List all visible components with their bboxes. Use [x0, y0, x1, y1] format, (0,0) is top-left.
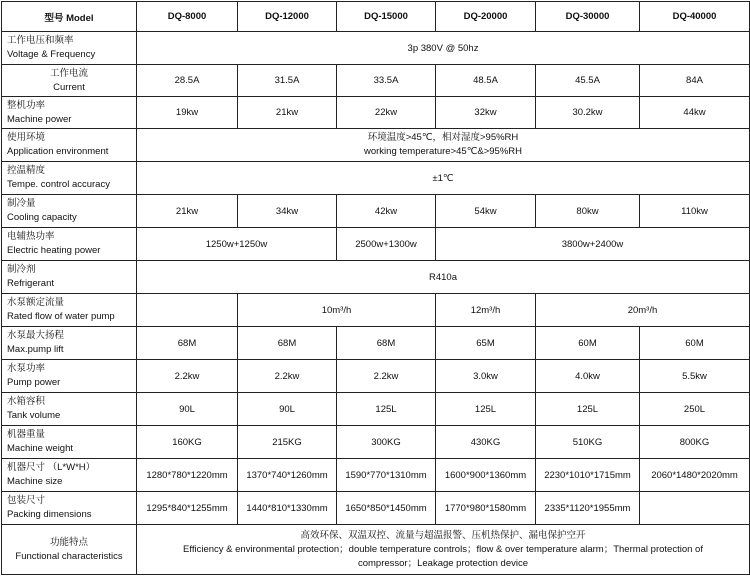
table-cell: 430KG — [436, 426, 536, 459]
table-cell: 1280*780*1220mm — [137, 459, 238, 492]
table-cell: 30.2kw — [536, 97, 640, 129]
row-machine-power — [2, 97, 750, 129]
label-flow: 水泵额定流量 Rated flow of water pump — [2, 294, 137, 327]
table-cell: 300KG — [337, 426, 436, 459]
row-packing — [2, 492, 750, 525]
row-flow — [2, 294, 750, 327]
table-cell: 60M — [640, 327, 750, 360]
label-refrigerant: 制冷剂 Refrigerant — [2, 261, 137, 294]
table-cell: 33.5A — [337, 65, 436, 97]
table-cell: 1250w+1250w — [137, 228, 337, 261]
table-cell: 84A — [640, 65, 750, 97]
table-cell: 42kw — [337, 195, 436, 228]
table-cell: 21kw — [238, 97, 337, 129]
table-cell: 3800w+2400w — [436, 228, 750, 261]
row-size — [2, 459, 750, 492]
label-pump-lift: 水泵最大扬程 Max.pump lift — [2, 327, 137, 360]
table-cell: 2.2kw — [238, 360, 337, 393]
table-cell: 90L — [238, 393, 337, 426]
table-cell: 1770*980*1580mm — [436, 492, 536, 525]
table-cell: 20m³/h — [536, 294, 750, 327]
table-cell: 19kw — [137, 97, 238, 129]
spec-table — [1, 1, 750, 575]
table-cell: 2335*1120*1955mm — [536, 492, 640, 525]
table-cell: 1295*840*1255mm — [137, 492, 238, 525]
table-cell: 68M — [137, 327, 238, 360]
table-cell: 510KG — [536, 426, 640, 459]
table-cell: 12m³/h — [436, 294, 536, 327]
table-cell — [640, 492, 750, 525]
table-cell: 21kw — [137, 195, 238, 228]
row-tank — [2, 393, 750, 426]
model-dq-15000: DQ-15000 — [337, 2, 436, 32]
table-cell: 5.5kw — [640, 360, 750, 393]
table-cell: 80kw — [536, 195, 640, 228]
table-cell: 48.5A — [436, 65, 536, 97]
label-environment: 使用环境 Application environment — [2, 129, 137, 162]
model-dq-40000: DQ-40000 — [640, 2, 750, 32]
table-cell: 65M — [436, 327, 536, 360]
table-cell: 68M — [337, 327, 436, 360]
table-cell: 2500w+1300w — [337, 228, 436, 261]
row-heating — [2, 228, 750, 261]
label-cooling: 制冷量 Cooling capacity — [2, 195, 137, 228]
table-cell: 2230*1010*1715mm — [536, 459, 640, 492]
table-cell: 31.5A — [238, 65, 337, 97]
model-dq-30000: DQ-30000 — [536, 2, 640, 32]
table-cell: 2.2kw — [337, 360, 436, 393]
label-features: 功能特点 Functional characteristics — [2, 525, 137, 575]
table-cell: 1590*770*1310mm — [337, 459, 436, 492]
value-voltage: 3p 380V @ 50hz — [137, 32, 750, 65]
label-size: 机器尺寸 （L*W*H） Machine size — [2, 459, 137, 492]
value-environment: 环境温度>45℃，相对湿度>95%RH working temperature>45℃&>95%RH — [137, 129, 750, 162]
row-features — [2, 525, 750, 575]
label-pump-power: 水泵功率 Pump power — [2, 360, 137, 393]
table-cell: 22kw — [337, 97, 436, 129]
table-cell: 60M — [536, 327, 640, 360]
table-cell — [137, 294, 238, 327]
model-header: 型号 Model — [2, 2, 137, 32]
model-dq-20000: DQ-20000 — [436, 2, 536, 32]
model-dq-8000: DQ-8000 — [137, 2, 238, 32]
table-cell: 28.5A — [137, 65, 238, 97]
table-cell: 4.0kw — [536, 360, 640, 393]
table-cell: 90L — [137, 393, 238, 426]
value-features: 高效环保、双温双控、流量与超温报警、压机热保护、漏电保护空开 Efficiency & environmental protection；double temperature controls；flow & over temperature alarm；Thermal protection of compressor；Leakage protection device — [137, 525, 750, 575]
table-cell: 125L — [337, 393, 436, 426]
table-cell: 160KG — [137, 426, 238, 459]
table-cell: 2.2kw — [137, 360, 238, 393]
row-pump-power — [2, 360, 750, 393]
value-temp-accuracy: ±1℃ — [137, 162, 750, 195]
table-cell: 34kw — [238, 195, 337, 228]
table-cell: 2060*1480*2020mm — [640, 459, 750, 492]
label-temp-accuracy: 控温精度 Tempe. control accuracy — [2, 162, 137, 195]
label-voltage: 工作电压和频率 Voltage & Frequency — [2, 32, 137, 65]
row-current — [2, 65, 750, 97]
table-cell: 215KG — [238, 426, 337, 459]
row-pump-lift — [2, 327, 750, 360]
table-cell: 125L — [436, 393, 536, 426]
table-cell: 125L — [536, 393, 640, 426]
table-cell: 110kw — [640, 195, 750, 228]
label-packing: 包装尺寸 Packing dimensions — [2, 492, 137, 525]
row-weight — [2, 426, 750, 459]
row-cooling — [2, 195, 750, 228]
header-row — [2, 2, 750, 32]
row-refrigerant — [2, 261, 750, 294]
table-cell: 250L — [640, 393, 750, 426]
table-cell: 68M — [238, 327, 337, 360]
table-cell: 1600*900*1360mm — [436, 459, 536, 492]
label-current: 工作电流 Current — [2, 65, 137, 97]
label-tank: 水箱容积 Tank volume — [2, 393, 137, 426]
table-cell: 10m³/h — [238, 294, 436, 327]
table-cell: 1650*850*1450mm — [337, 492, 436, 525]
table-cell: 54kw — [436, 195, 536, 228]
label-heating: 电辅热功率 Electric heating power — [2, 228, 137, 261]
table-cell: 44kw — [640, 97, 750, 129]
label-machine-power: 整机功率 Machine power — [2, 97, 137, 129]
row-environment — [2, 129, 750, 162]
table-cell: 800KG — [640, 426, 750, 459]
table-cell: 1370*740*1260mm — [238, 459, 337, 492]
row-voltage — [2, 32, 750, 65]
table-cell: 3.0kw — [436, 360, 536, 393]
row-temp-accuracy — [2, 162, 750, 195]
label-weight: 机器重量 Machine weight — [2, 426, 137, 459]
model-dq-12000: DQ-12000 — [238, 2, 337, 32]
table-cell: 45.5A — [536, 65, 640, 97]
value-refrigerant: R410a — [137, 261, 750, 294]
table-cell: 1440*810*1330mm — [238, 492, 337, 525]
table-cell: 32kw — [436, 97, 536, 129]
